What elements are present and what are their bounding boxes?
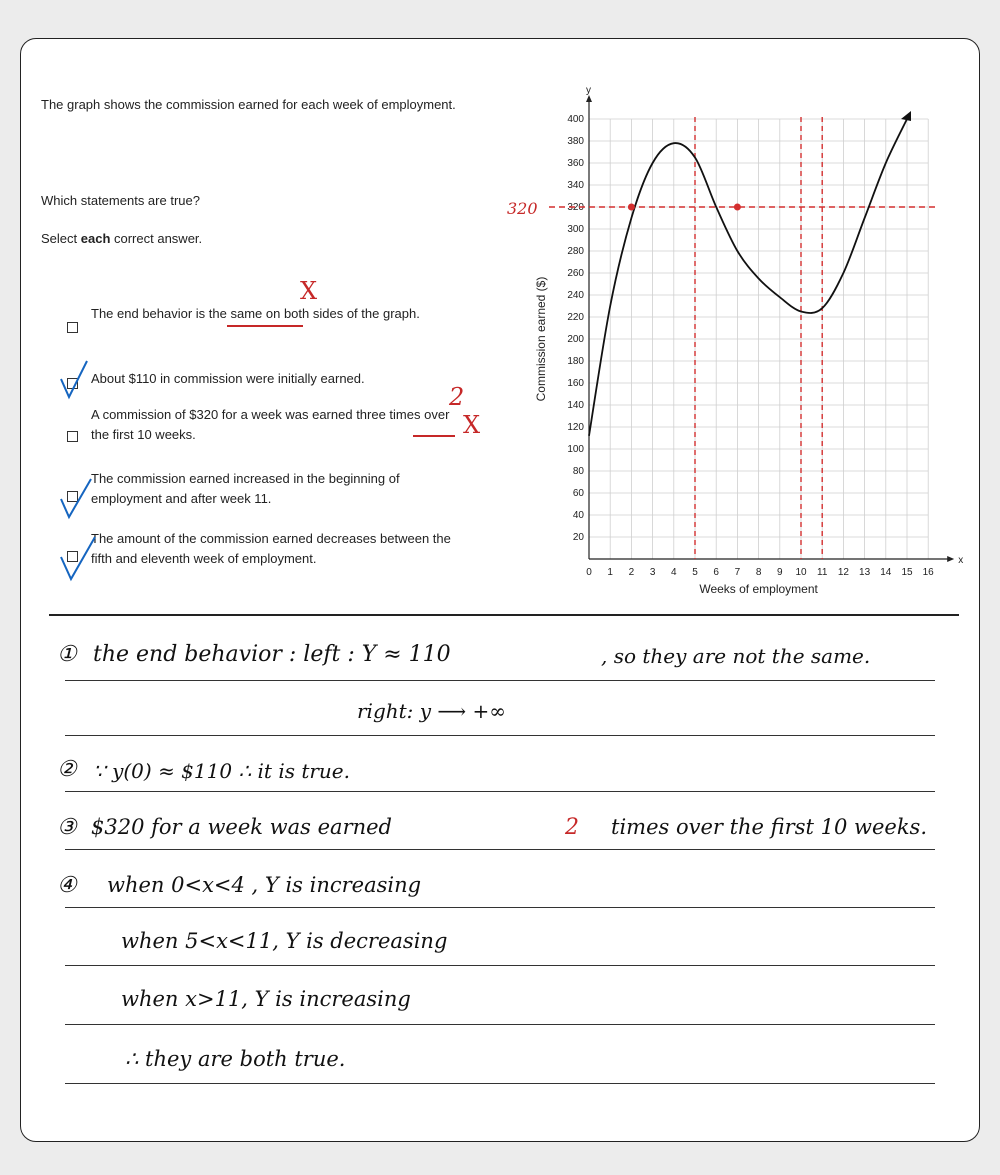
instruction-bold: each (80, 231, 111, 246)
work-line-8: ∴ they are both true. (125, 1047, 346, 1071)
x-tick-label: 15 (901, 567, 913, 578)
x-mark-option-1: X (300, 277, 318, 305)
option-3[interactable]: A commission of $320 for a week was earned three times over the first 10 weeks. (91, 407, 450, 442)
y-axis-name: y (586, 85, 591, 96)
x-tick-label: 6 (713, 567, 719, 578)
curve-arrow (901, 111, 911, 121)
y-tick-label: 340 (567, 180, 584, 191)
work-line-5: when 0<x<4 , Y is increasing (107, 873, 422, 897)
y-tick-label: 220 (567, 312, 584, 323)
y-tick-label: 200 (567, 334, 584, 345)
work-num-4: ④ (57, 873, 77, 898)
x-tick-label: 14 (880, 567, 892, 578)
commission-chart (501, 83, 964, 603)
work-line-6: when 5<x<11, Y is decreasing (121, 929, 448, 953)
x-axis-arrow (947, 556, 954, 562)
option-2[interactable]: About $110 in commission were initially earned. (91, 371, 365, 386)
x-tick-label: 9 (777, 567, 783, 578)
rule-4 (65, 849, 935, 850)
y-tick-label: 20 (572, 532, 584, 543)
y-axis-label: Commission earned ($) (534, 276, 548, 402)
work-num-2: ② (57, 757, 77, 782)
rule-8 (65, 1083, 935, 1084)
y-tick-label: 360 (567, 158, 584, 169)
work-line-4-two: 2 (565, 815, 579, 840)
y-tick-label: 140 (567, 400, 584, 411)
x-tick-label: 1 (607, 567, 613, 578)
rule-1 (65, 680, 935, 681)
x-tick-label: 13 (859, 567, 871, 578)
work-num-1: ① (57, 642, 77, 667)
instruction-suffix: correct answer. (110, 231, 203, 246)
y-tick-label: 320 (567, 202, 584, 213)
rule-7 (65, 1024, 935, 1025)
instruction-prefix: Select (41, 231, 81, 246)
y-tick-label: 300 (567, 224, 584, 235)
marked-point (628, 204, 635, 211)
option-4[interactable]: The commission earned increased in the beginning of employment and after week 11. (91, 471, 400, 506)
work-line-4a: $320 for a week was earned (91, 815, 393, 839)
work-line-7: when x>11, Y is increasing (121, 987, 411, 1011)
x-tick-label: 2 (628, 567, 635, 578)
problem-card (20, 38, 980, 1142)
x-tick-label: 5 (692, 567, 698, 578)
x-axis-label: Weeks of employment (699, 582, 818, 596)
y-tick-label: 260 (567, 268, 584, 279)
work-line-1b: , so they are not the same. (601, 644, 871, 668)
x-tick-label: 8 (755, 567, 762, 578)
x-tick-label: 16 (922, 567, 934, 578)
rule-3 (65, 791, 935, 792)
work-line-2: right: y ⟶ +∞ (357, 699, 506, 723)
correction-two: 2 (449, 383, 465, 411)
y-tick-label: 280 (567, 246, 584, 257)
y-tick-label: 380 (567, 136, 584, 147)
annotation-320: 320 (507, 199, 538, 218)
x-mark-option-3: X (463, 411, 481, 439)
work-line-1a: the end behavior : left : Y ≈ 110 (93, 642, 451, 667)
question-prompt: Which statements are true? (41, 193, 200, 208)
origin-label: 0 (586, 567, 592, 578)
y-axis-arrow (586, 95, 592, 102)
x-axis-name: x (958, 555, 964, 566)
y-tick-label: 80 (572, 466, 584, 477)
y-tick-label: 120 (567, 422, 584, 433)
y-tick-label: 160 (567, 378, 584, 389)
y-tick-label: 180 (567, 356, 584, 367)
work-line-3: ∵ y(0) ≈ $110 ∴ it is true. (93, 759, 351, 783)
rule-5 (65, 907, 935, 908)
y-tick-label: 400 (567, 114, 584, 125)
x-tick-label: 7 (734, 567, 741, 578)
section-divider (49, 614, 959, 616)
x-tick-label: 3 (649, 567, 656, 578)
rule-2 (65, 735, 935, 736)
y-tick-label: 60 (572, 488, 584, 499)
y-tick-label: 100 (567, 444, 584, 455)
x-tick-label: 10 (795, 567, 807, 578)
x-tick-label: 11 (817, 567, 828, 578)
x-tick-label: 12 (837, 567, 849, 578)
rule-6 (65, 965, 935, 966)
option-1[interactable]: The end behavior is the same on both sides of the graph. (91, 306, 420, 321)
check-mark-4 (61, 479, 91, 517)
check-mark-2 (61, 361, 87, 397)
red-annotations (21, 39, 491, 599)
check-mark-5 (61, 537, 95, 579)
y-tick-label: 40 (572, 510, 584, 521)
y-tick-label: 240 (567, 290, 584, 301)
work-num-3: ③ (57, 815, 77, 840)
work-line-4b: times over the first 10 weeks. (611, 815, 928, 839)
question-intro: The graph shows the commission earned for each week of employment. (41, 97, 456, 112)
option-5[interactable]: The amount of the commission earned decreases between the fifth and eleventh week of employment. (91, 531, 451, 566)
x-tick-label: 4 (671, 567, 677, 578)
commission-curve (589, 119, 907, 436)
marked-point (734, 204, 741, 211)
